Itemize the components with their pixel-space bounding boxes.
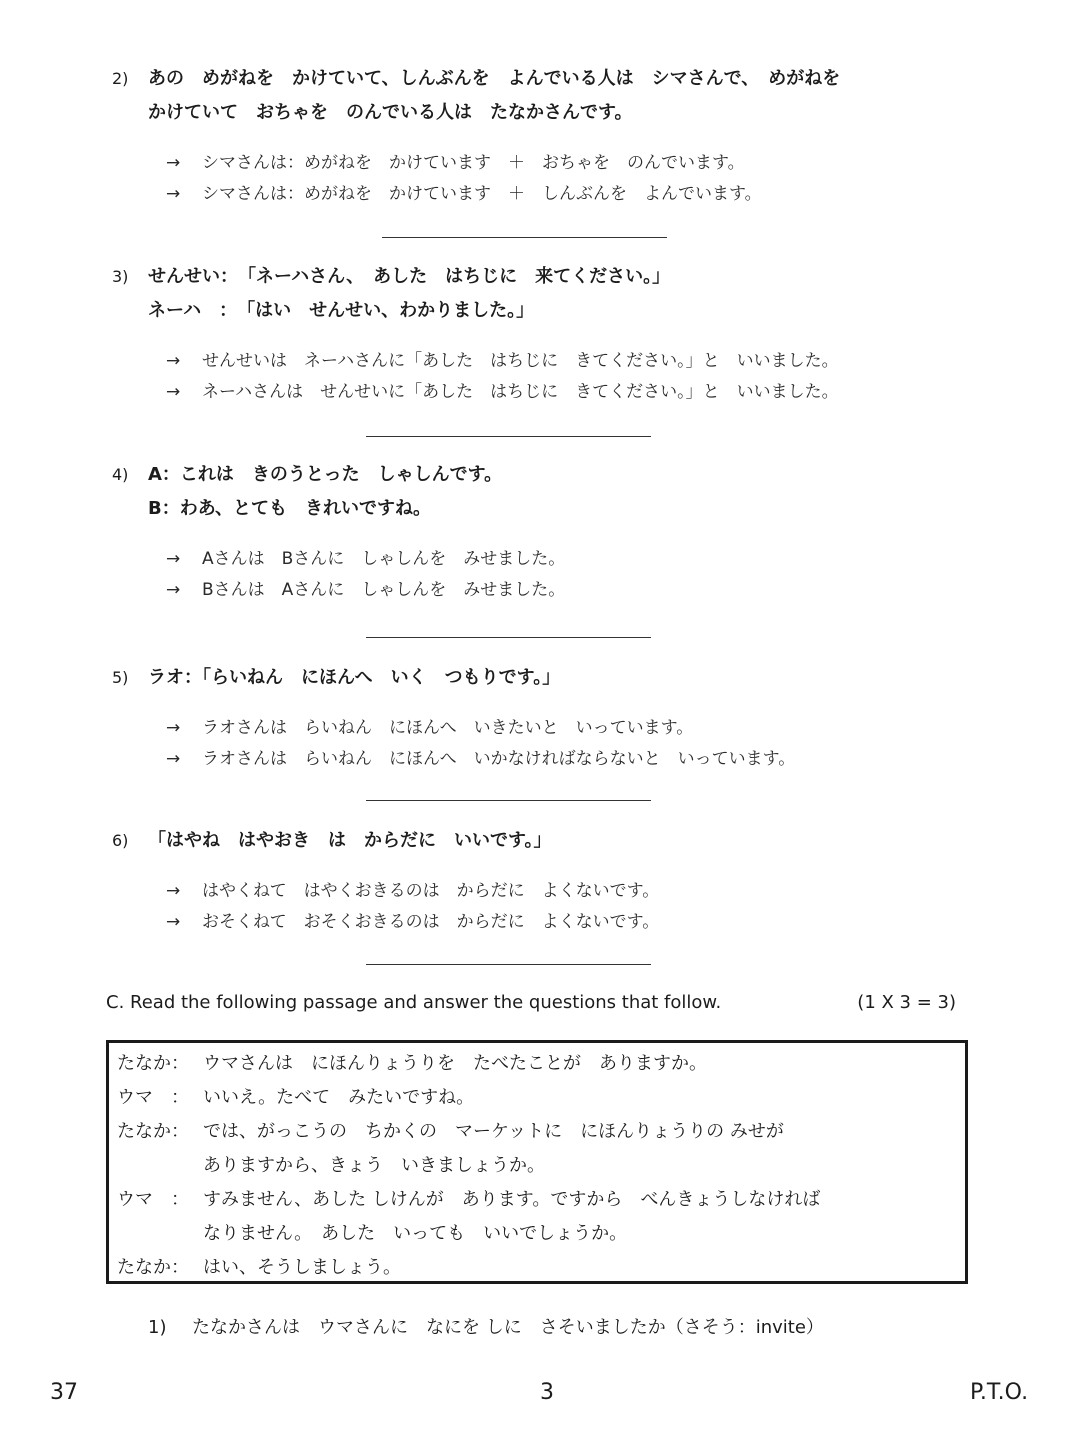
question-number: 4)	[112, 465, 129, 484]
arrow-icon: →	[166, 749, 181, 769]
passage-text: すみません、あした しけんが あります。ですから べんきょうしなければ	[203, 1189, 821, 1210]
passage-text: なりません。 あした いっても いいでしょうか。	[203, 1223, 628, 1244]
answer-option[interactable]	[112, 179, 992, 210]
question-line	[112, 96, 992, 130]
question-text: 「はやね はやおき は からだに いいです。」	[148, 830, 552, 851]
pto-label: P.T.O.	[970, 1380, 1029, 1405]
question-text: かけていて おちゃを のんでいる人は たなかさんです。	[148, 102, 633, 123]
question-2	[112, 62, 992, 210]
speaker-label: ウマ ：	[117, 1087, 189, 1108]
passage-line	[117, 1217, 965, 1251]
question-text: せんせい： 「ネーハさん、 あした はちじに 来てください。」	[148, 266, 671, 287]
answer-option[interactable]	[112, 876, 992, 907]
answer-option[interactable]	[112, 377, 992, 408]
arrow-icon: →	[166, 153, 181, 173]
speaker-label: ウマ ：	[117, 1189, 189, 1210]
passage-box	[106, 1040, 968, 1284]
answer-option[interactable]	[112, 907, 992, 938]
question-line	[112, 62, 992, 96]
question-number: 6)	[112, 831, 129, 850]
passage-text: ウマさんは にほんりょうりを たべたことが ありますか。	[203, 1053, 707, 1074]
option-text: ラオさんは らいねん にほんへ いきたいと いっています。	[202, 718, 694, 738]
answer-line[interactable]	[382, 237, 667, 238]
answer-line[interactable]	[366, 436, 651, 437]
sub-question-text: たなかさんは ウマさんに なにを しに さそいましたか（さそう：invite）	[192, 1317, 824, 1338]
answer-option[interactable]	[112, 744, 992, 775]
passage-line	[117, 1149, 965, 1183]
speaker-label: たなか：	[117, 1257, 189, 1278]
question-text: ラオ：「らいねん にほんへ いく つもりです。」	[148, 667, 561, 688]
question-3	[112, 260, 992, 408]
answer-option[interactable]	[112, 148, 992, 179]
answer-option[interactable]	[112, 575, 992, 606]
question-6	[112, 824, 992, 938]
section-c-header	[106, 988, 956, 1018]
option-text: ネーハさんは せんせいに「あした はちじに きてください。」と いいました。	[202, 382, 839, 402]
arrow-icon: →	[166, 549, 181, 569]
arrow-icon: →	[166, 912, 181, 932]
page-number: 3	[540, 1380, 554, 1405]
option-text: シマさんは：めがねを かけています ＋ しんぶんを よんでいます。	[202, 184, 762, 204]
answer-line[interactable]	[366, 800, 651, 801]
passage-line	[117, 1251, 965, 1285]
arrow-icon: →	[166, 881, 181, 901]
question-line	[112, 661, 992, 695]
answer-option[interactable]	[112, 346, 992, 377]
answer-line[interactable]	[366, 964, 651, 965]
question-number: 2)	[112, 69, 129, 88]
arrow-icon: →	[166, 382, 181, 402]
option-text: シマさんは：めがねを かけています ＋ おちゃを のんでいます。	[202, 153, 745, 173]
section-c-instruction: C. Read the following passage and answer the questions that follow.	[106, 992, 722, 1013]
passage-text: はい、そうしましょう。	[203, 1257, 401, 1278]
arrow-icon: →	[166, 351, 181, 371]
passage-line	[117, 1115, 965, 1149]
answer-line[interactable]	[366, 637, 651, 638]
arrow-icon: →	[166, 580, 181, 600]
speaker-label: たなか：	[117, 1053, 189, 1074]
speaker-label: たなか：	[117, 1121, 189, 1142]
question-4	[112, 458, 992, 606]
option-text: はやくねて はやくおきるのは からだに よくないです。	[202, 881, 660, 901]
question-number: 3)	[112, 267, 129, 286]
answer-option[interactable]	[112, 544, 992, 575]
section-c-marks: (1 X 3 = 3)	[857, 992, 956, 1013]
sub-question-1	[148, 1312, 824, 1344]
passage-line	[117, 1081, 965, 1115]
question-text: B：わあ、とても きれいですね。	[148, 498, 431, 519]
question-text: A：これは きのうとった しゃしんです。	[148, 464, 503, 485]
arrow-icon: →	[166, 718, 181, 738]
option-text: おそくねて おそくおきるのは からだに よくないです。	[202, 912, 660, 932]
passage-text: ありますから、きょう いきましょうか。	[203, 1155, 545, 1176]
question-line	[112, 492, 992, 526]
arrow-icon: →	[166, 184, 181, 204]
question-line	[112, 458, 992, 492]
question-5	[112, 661, 992, 775]
question-line	[112, 824, 992, 858]
question-line	[112, 260, 992, 294]
option-text: ラオさんは らいねん にほんへ いかなければならないと いっています。	[202, 749, 796, 769]
passage-text: いいえ。たべて みたいですね。	[203, 1087, 475, 1108]
question-number: 5)	[112, 668, 129, 687]
speaker-label	[117, 1149, 203, 1183]
paper-code: 37	[50, 1380, 78, 1405]
speaker-label	[117, 1217, 203, 1251]
passage-line	[117, 1047, 965, 1081]
question-text: ネーハ ： 「はい せんせい、わかりました。」	[148, 300, 535, 321]
question-line	[112, 294, 992, 328]
sub-question-number: 1)	[148, 1317, 167, 1338]
answer-option[interactable]	[112, 713, 992, 744]
option-text: Aさんは Bさんに しゃしんを みせました。	[202, 549, 566, 569]
passage-text: では、がっこうの ちかくの マーケットに にほんりょうりの みせが	[203, 1121, 784, 1142]
passage-line	[117, 1183, 965, 1217]
option-text: Bさんは Aさんに しゃしんを みせました。	[202, 580, 566, 600]
option-text: せんせいは ネーハさんに「あした はちじに きてください。」と いいました。	[202, 351, 839, 371]
question-text: あの めがねを かけていて、しんぶんを よんでいる人は シマさんで、 めがねを	[148, 68, 841, 89]
